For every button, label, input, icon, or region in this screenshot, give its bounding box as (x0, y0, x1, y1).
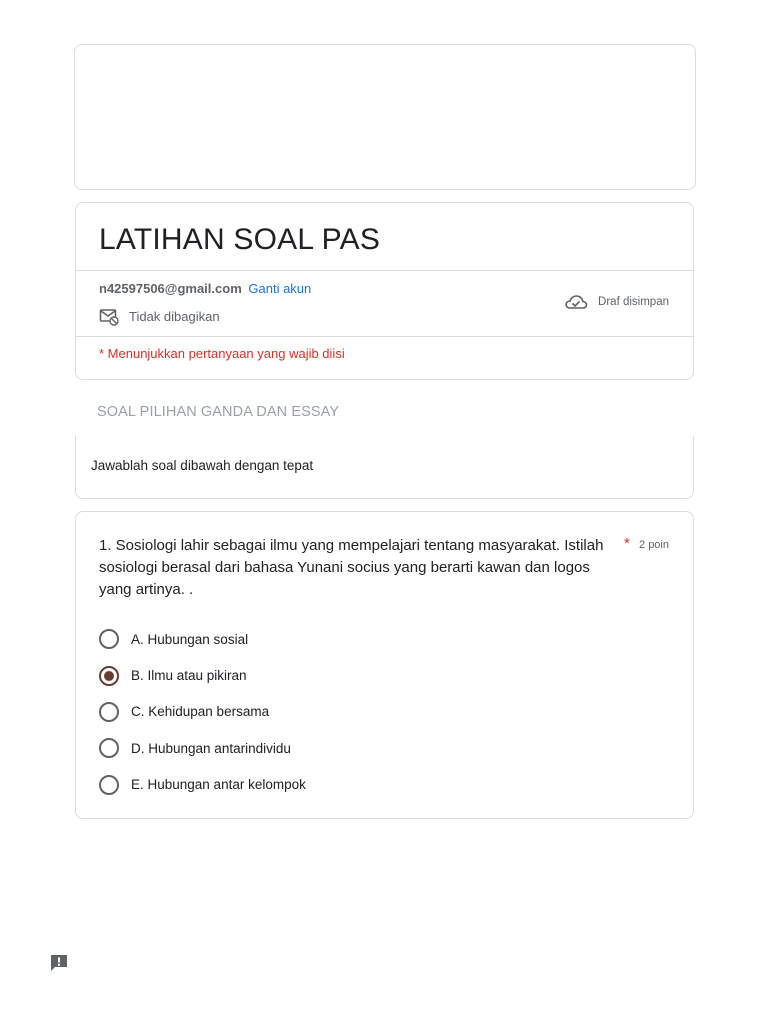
radio-button[interactable] (99, 738, 119, 758)
option-e[interactable] (99, 767, 306, 803)
not-shared-status (99, 306, 220, 326)
question-points: 2 poin (639, 539, 669, 551)
option-label: E. Hubungan antar kelompok (131, 777, 306, 793)
mail-off-icon (99, 306, 119, 326)
report-feedback-icon[interactable] (49, 953, 69, 973)
radio-button[interactable] (99, 702, 119, 722)
header-image-card (74, 44, 696, 190)
option-label: C. Kehidupan bersama (131, 704, 270, 720)
divider (76, 336, 693, 337)
form-title: LATIHAN SOAL PAS (99, 223, 381, 256)
not-shared-label: Tidak dibagikan (129, 308, 220, 324)
option-label: D. Hubungan antarindividu (131, 740, 291, 756)
question-text: 1. Sosiologi lahir sebagai ilmu yang mempelajari tentang masyarakat. Istilah sosiologi berasal dari bahasa Yunani socius yang berarti kawan dan logos yang artinya. . (99, 537, 604, 598)
question-card (75, 511, 694, 819)
option-label: B. Ilmu atau pikiran (131, 668, 247, 684)
required-note: * Menunjukkan pertanyaan yang wajib diisi (99, 346, 345, 361)
answer-options (99, 621, 306, 803)
option-label: A. Hubungan sosial (131, 631, 249, 647)
divider (76, 270, 693, 271)
account-email: n42597506@gmail.com (99, 281, 242, 296)
section-description-card (75, 436, 694, 499)
draft-status-label: Draf disimpan (598, 296, 669, 308)
option-c[interactable] (99, 694, 306, 730)
account-row (99, 281, 311, 296)
draft-status (564, 292, 669, 312)
radio-button-selected[interactable] (99, 666, 119, 686)
form-header-card (75, 202, 694, 380)
radio-button[interactable] (99, 775, 119, 795)
option-d[interactable] (99, 730, 306, 766)
cloud-check-icon (564, 292, 588, 312)
section-title: SOAL PILIHAN GANDA DAN ESSAY (97, 404, 340, 420)
option-a[interactable] (99, 621, 306, 657)
radio-button[interactable] (99, 629, 119, 649)
option-b[interactable] (99, 657, 306, 693)
switch-account-link[interactable]: Ganti akun (248, 281, 312, 296)
section-description: Jawablah soal dibawah dengan tepat (91, 458, 314, 473)
required-asterisk: * (624, 535, 630, 552)
